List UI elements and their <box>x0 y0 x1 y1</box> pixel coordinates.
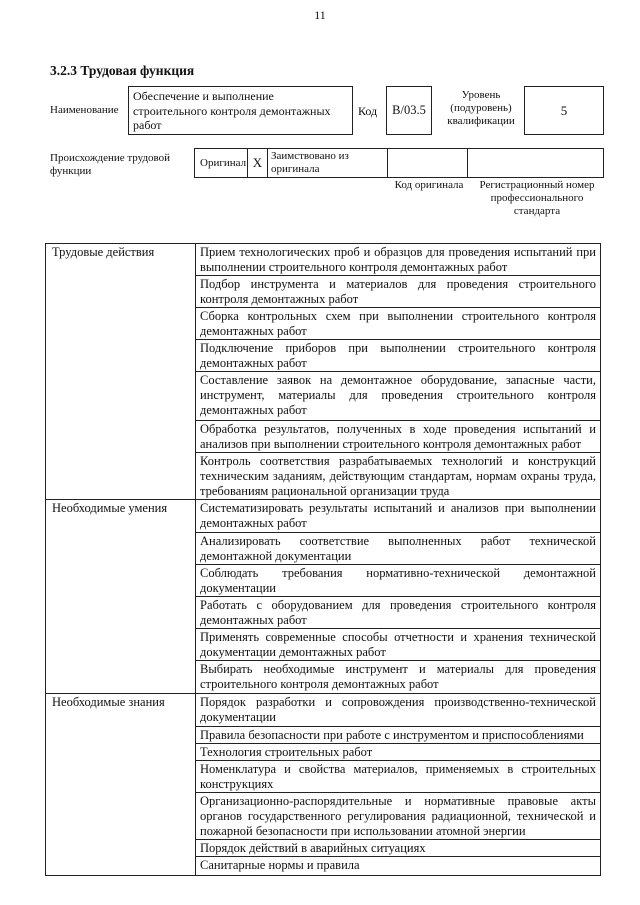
row-text: Технология строительных работ <box>196 744 601 761</box>
row-text: Анализировать соответствие выполненных работ технической демонтажной документации <box>196 533 601 565</box>
row-text: Подключение приборов при выполнении строительного контроля демонтажных работ <box>196 340 601 372</box>
table-row <box>46 500 601 533</box>
row-text: Подбор инструмента и материалов для проведения строительного контроля демонтажных работ <box>196 276 601 308</box>
row-text: Правила безопасности при работе с инструментом и приспособлениями <box>196 727 601 744</box>
row-text: Сборка контрольных схем при выполнении строительного контроля демонтажных работ <box>196 308 601 340</box>
function-details-table <box>45 243 601 876</box>
row-text: Обработка результатов, полученных в ходе проведения испытаний и анализов при выполнении строительного контроля демонтажных работ <box>196 421 601 453</box>
row-text: Порядок разработки и сопровождения производственно-технической документации <box>196 694 601 727</box>
row-text: Порядок действий в аварийных ситуациях <box>196 840 601 857</box>
borrowed-cell: Заимствовано из оригинала <box>268 149 388 177</box>
table-row <box>46 244 601 276</box>
original-code-caption: Код оригинала <box>394 179 464 191</box>
table-row <box>46 694 601 727</box>
function-name-box: Обеспечение и выполнение строительного контроля демонтажных работ <box>128 86 353 135</box>
section-label: Необходимые умения <box>46 500 196 694</box>
row-text: Систематизировать результаты испытаний и анализов при выполнении демонтажных работ <box>196 500 601 533</box>
section-label: Трудовые действия <box>46 244 196 500</box>
row-text: Соблюдать требования нормативно-технической демонтажной документации <box>196 565 601 597</box>
row-text: Санитарные нормы и правила <box>196 857 601 876</box>
page-number: 11 <box>314 8 326 22</box>
registration-number-cell <box>468 149 603 177</box>
origin-row <box>194 148 604 178</box>
row-text: Организационно-распорядительные и нормативные правовые акты органов государственного регулирования радиационной, технической и пожарной безопасности при использовании атомной энергии <box>196 793 601 840</box>
code-box: В/03.5 <box>386 86 432 135</box>
original-mark: Х <box>248 149 268 177</box>
section-label: Необходимые знания <box>46 694 196 876</box>
section-title: 3.2.3 Трудовая функция <box>50 63 195 78</box>
qualification-level-box: 5 <box>524 86 604 135</box>
row-text: Составление заявок на демонтажное оборудование, запасные части, инструмент, материалы для проведения строительного контроля демонтажных работ <box>196 372 601 421</box>
original-code-cell <box>388 149 468 177</box>
row-text: Применять современные способы отчетности и хранения технической документации демонтажных работ <box>196 629 601 661</box>
qualification-level-label: Уровень (подуровень) квалификации <box>447 89 515 127</box>
row-text: Выбирать необходимые инструмент и материалы для проведения строительного контроля демонтажных работ <box>196 661 601 694</box>
row-text: Номенклатура и свойства материалов, применяемых в строительных конструкциях <box>196 761 601 793</box>
code-label: Код <box>358 104 378 118</box>
origin-label: Происхождение трудовой функции <box>50 152 171 177</box>
name-label: Наименование <box>50 104 119 116</box>
row-text: Работать с оборудованием для проведения строительного контроля демонтажных работ <box>196 597 601 629</box>
registration-number-caption: Регистрационный номер профессионального стандарта <box>479 179 595 217</box>
row-text: Контроль соответствия разрабатываемых технологий и конструкций техническим заданиям, действующим стандартам, нормам охраны труда, требованиям рациональной организации труда <box>196 453 601 500</box>
row-text: Прием технологических проб и образцов для проведения испытаний при выполнении строительного контроля демонтажных работ <box>196 244 601 276</box>
original-cell: Оригинал <box>195 149 248 177</box>
